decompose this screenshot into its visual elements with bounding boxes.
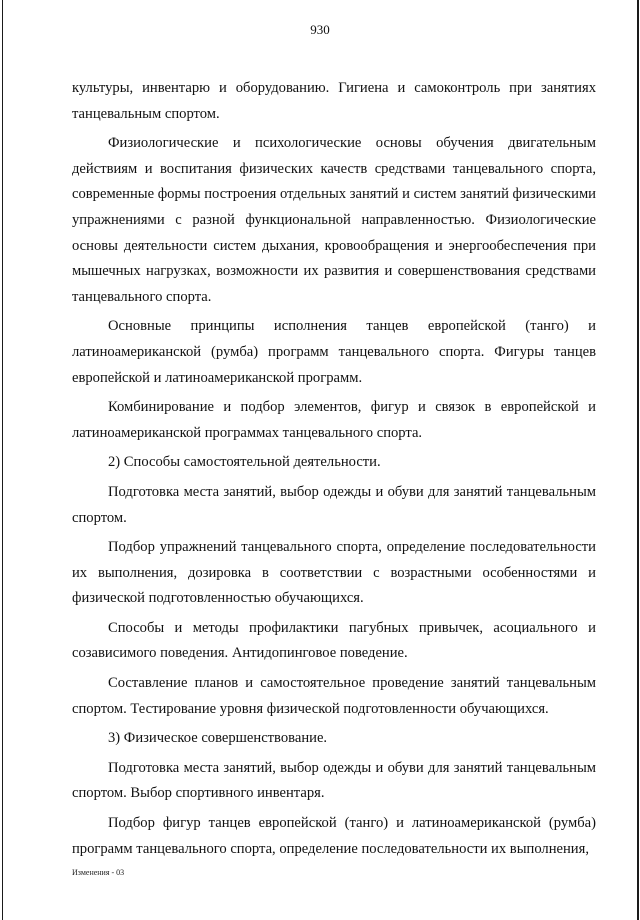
paragraph: Подготовка места занятий, выбор одежды и обуви для занятий танцевальным спортом. Выбор спортивного инвентаря. — [72, 759, 596, 802]
scan-edge-right — [637, 0, 639, 920]
section-heading: 2) Способы самостоятельной деятельности. — [108, 454, 381, 471]
paragraph: Подбор упражнений танцевального спорта, определение последовательности их выполнения, дозировка в соответствии с возрастными особенностями и физической подготовленностью обучающихся. — [72, 539, 596, 607]
paragraph: Физиологические и психологические основы обучения двигательным действиям и воспитания физических качеств средствами танцевального спорта, современные формы построения отдельных занятий и систем занятий физическими упражнениями с разной функциональной направленностью. Физиологические основы деятельности систем дыхания, кровообращения и энергообеспечения при мышечных нагрузках, возможности их развития и совершенствования средствами танцевального спорта. — [72, 135, 596, 305]
page-number: 930 — [310, 22, 330, 37]
paragraph: Составление планов и самостоятельное проведение занятий танцевальным спортом. Тестирование уровня физической подготовленности обучающихся. — [72, 675, 596, 717]
paragraph: Основные принципы исполнения танцев европейской (танго) и латиноамериканской (румба) программ танцевального спорта. Фигуры танцев европейской и латиноамериканской программ. — [72, 318, 596, 386]
paragraph-continuation: культуры, инвентарю и оборудованию. Гигиена и самоконтроль при занятиях танцевальным спортом. — [72, 80, 596, 122]
scan-edge-left — [2, 0, 3, 920]
paragraph: Способы и методы профилактики пагубных привычек, асоциального и созависимого поведения. Антидопинговое поведение. — [72, 619, 596, 662]
footer-revision: Изменения - 03 — [72, 868, 125, 877]
paragraph: Комбинирование и подбор элементов, фигур и связок в европейской и латиноамериканской программах танцевального спорта. — [72, 399, 596, 441]
section-heading: 3) Физическое совершенствование. — [108, 730, 328, 747]
paragraph: Подбор фигур танцев европейской (танго) и латиноамериканской (румба) программ танцевального спорта, определение последовательности их выполнения, — [72, 815, 596, 857]
document-body — [72, 76, 596, 862]
paragraph: Подготовка места занятий, выбор одежды и обуви для занятий танцевальным спортом. — [72, 483, 596, 526]
